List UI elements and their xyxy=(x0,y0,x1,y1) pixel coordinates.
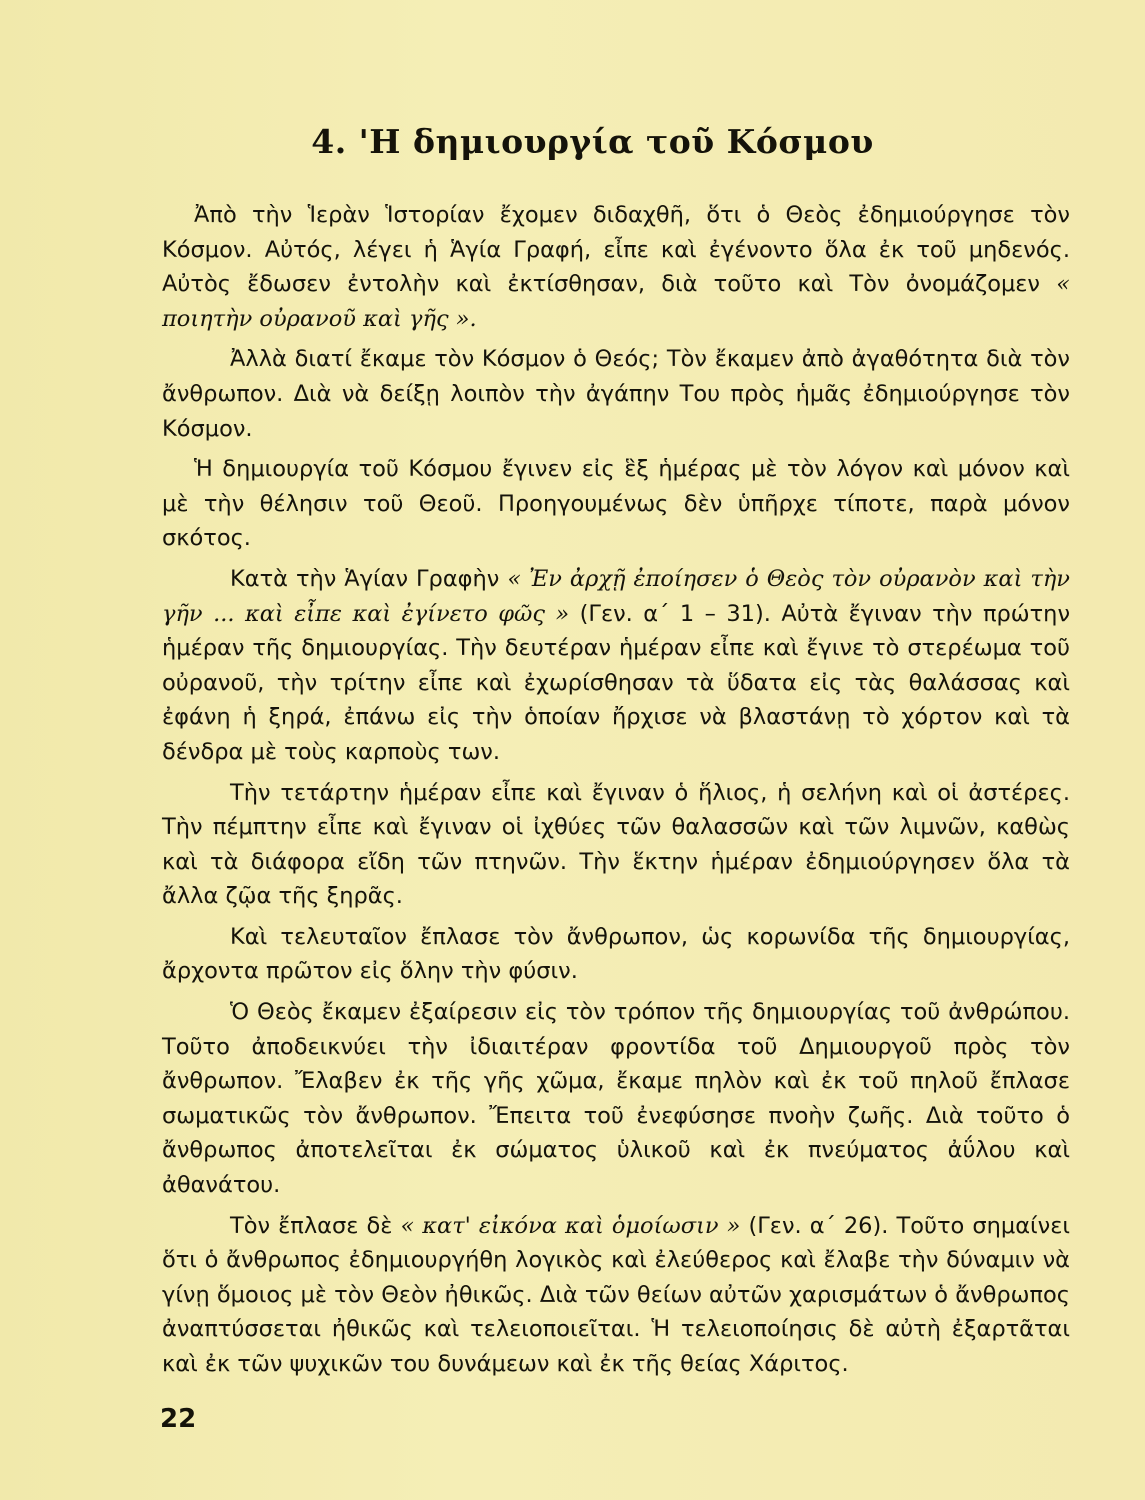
paragraph-3: Ἡ δημιουργία τοῦ Κόσμου ἔγινεν εἰς ἓξ ἡμέρας μὲ τὸν λόγον καὶ μόνον καὶ μὲ τὴν θέλησιν τοῦ Θεοῦ. Προηγουμένως δὲν ὑπῆρχε τίποτε, παρὰ μόνον σκότος. xyxy=(162,456,1070,552)
paragraph-8: Τὸν ἔπλασε δὲ « κατ' εἰκόνα καὶ ὁμοίωσιν » (Γεν. α΄ 26). Τοῦτο σημαίνει ὅτι ὁ ἄνθρωπος ἐδημιουργήθη λογικὸς καὶ ἐλεύθερος καὶ ἔλαβε τὴν δύναμιν νὰ γίνῃ ὅμοιος μὲ τὸν Θεὸν ἠθικῶς. Διὰ τῶν θείων αὐτῶν χαρισμάτων ὁ ἄνθρωπος ἀναπτύσσεται ἠθικῶς καὶ τελειοποιεῖται. Ἡ τελειοποίησις δὲ αὐτὴ ἐξαρτᾶται καὶ ἐκ τῶν ψυχικῶν του δυνάμεων καὶ ἐκ τῆς θείας Χάριτος. xyxy=(162,1212,1070,1377)
page-title: 4. 'Η δημιουργία τοῦ Κόσμου xyxy=(311,122,874,161)
body-text xyxy=(162,198,1070,1388)
paragraph-5: Τὴν τετάρτην ἡμέραν εἶπε καὶ ἔγιναν ὁ ἥλιος, ἡ σελήνη καὶ οἱ ἀστέρες. Τὴν πέμπτην εἶπε καὶ ἔγιναν οἱ ἰχθύες τῶν θαλασσῶν καὶ τῶν λιμνῶν, καθὼς καὶ τὰ διάφορα εἴδη τῶν πτηνῶν. Τὴν ἕκτην ἡμέραν ἐδημιούργησεν ὅλα τὰ ἄλλα ζῷα τῆς ξηρᾶς. xyxy=(162,779,1070,910)
paragraph-7: Ὁ Θεὸς ἔκαμεν ἐξαίρεσιν εἰς τὸν τρόπον τῆς δημιουργίας τοῦ ἀνθρώπου. Τοῦτο ἀποδεικνύει τὴν ἰδιαιτέραν φροντίδα τοῦ Δημιουργοῦ πρὸς τὸν ἄνθρωπον. Ἔλαβεν ἐκ τῆς γῆς χῶμα, ἔκαμε πηλὸν καὶ ἐκ τοῦ πηλοῦ ἔπλασε σωματικῶς τὸν ἄνθρωπον. Ἔπειτα τοῦ ἐνεφύσησε πνοὴν ζωῆς. Διὰ τοῦτο ὁ ἄνθρωπος ἀποτελεῖται ἐκ σώματος ὑλικοῦ καὶ ἐκ πνεύματος ἀΰλου καὶ ἀθανάτου. xyxy=(162,999,1070,1199)
paragraph-1: Ἀπὸ τὴν Ἱερὰν Ἱστορίαν ἔχομεν διδαχθῆ, ὅτι ὁ Θεὸς ἐδημιούργησε τὸν Κόσμον. Αὐτός, λέγει ἡ Ἁγία Γραφή, εἶπε καὶ ἐγένοντο ὅλα ἐκ τοῦ μηδενός. Αὐτὸς ἔδωσεν ἐντολὴν καὶ ἐκτίσθησαν, διὰ τοῦτο καὶ Τὸν ὀνομάζομεν « ποιητὴν οὐρανοῦ καὶ γῆς ». xyxy=(162,202,1070,332)
paragraph-2: Ἀλλὰ διατί ἔκαμε τὸν Κόσμον ὁ Θεός; Τὸν ἔκαμεν ἀπὸ ἀγαθότητα διὰ τὸν ἄνθρωπον. Διὰ νὰ δείξῃ λοιπὸν τὴν ἀγάπην Του πρὸς ἡμᾶς ἐδημιούργησε τὸν Κόσμον. xyxy=(162,346,1070,442)
paragraph-4: Κατὰ τὴν Ἁγίαν Γραφὴν « Ἐν ἀρχῇ ἐποίησεν ὁ Θεὸς τὸν οὐρανὸν καὶ τὴν γῆν ... καὶ εἶπε καὶ ἐγίνετο φῶς » (Γεν. α΄ 1 – 31). Αὐτὰ ἔγιναν τὴν πρώτην ἡμέραν τῆς δημιουργίας. Τὴν δευτέραν ἡμέραν εἶπε καὶ ἔγινε τὸ στερέωμα τοῦ οὐρανοῦ, τὴν τρίτην εἶπε καὶ ἐχωρίσθησαν τὰ ὕδατα εἰς τὰς θαλάσσας καὶ ἐφάνη ἡ ξηρά, ἐπάνω εἰς τὴν ὁποίαν ἤρχισε νὰ βλαστάνῃ τὸ χόρτον καὶ τὰ δένδρα μὲ τοὺς καρποὺς των. xyxy=(162,565,1071,765)
page-number: 22 xyxy=(160,1404,197,1434)
paragraph-6: Καὶ τελευταῖον ἔπλασε τὸν ἄνθρωπον, ὡς κορωνίδα τῆς δημιουργίας, ἄρχοντα πρῶτον εἰς ὅλην τὴν φύσιν. xyxy=(162,923,1070,985)
